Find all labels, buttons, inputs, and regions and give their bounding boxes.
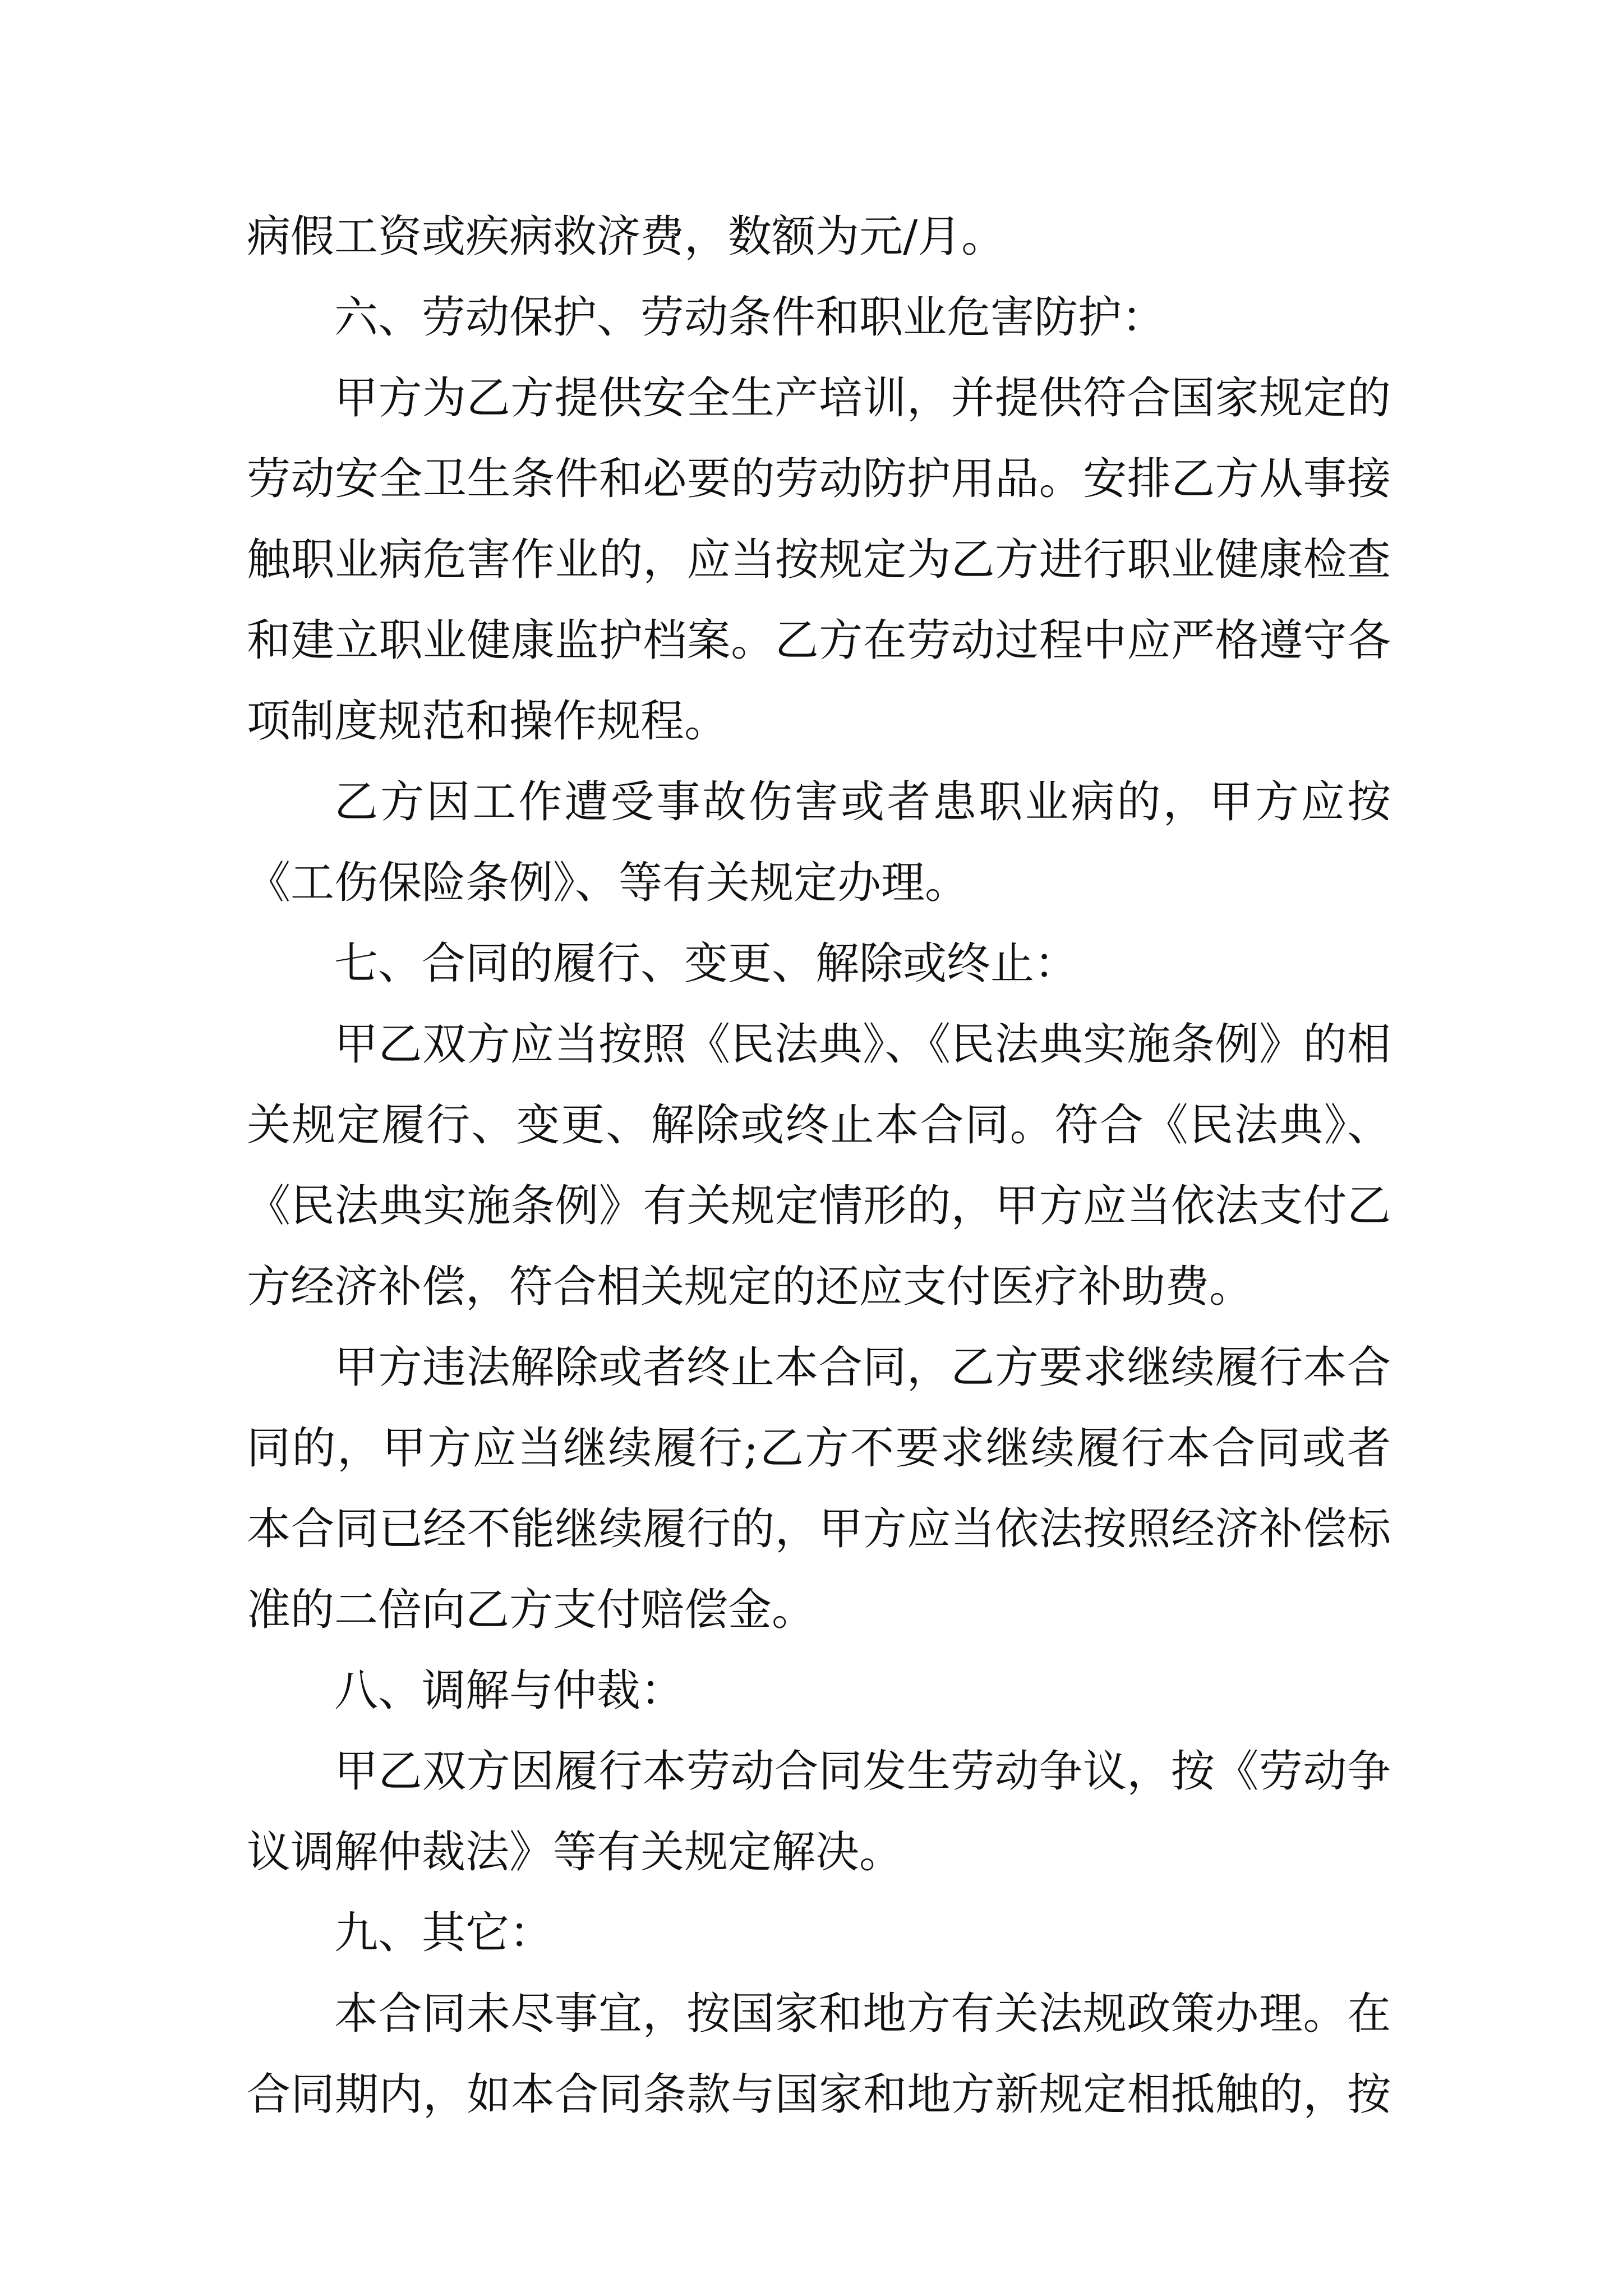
text-line: 关规定履行、变更、解除或终止本合同。符合《民法典》、: [247, 1100, 1391, 1151]
section-heading: 六、劳动保护、劳动条件和职业危害防护：: [334, 292, 1166, 343]
section-heading: 九、其它：: [334, 1908, 554, 1958]
text-line: 本合同已经不能继续履行的，甲方应当依法按照经济补偿标: [247, 1504, 1391, 1554]
text-line: 《民法典实施条例》有关规定情形的，甲方应当依法支付乙: [247, 1181, 1391, 1231]
text-line: 项制度规范和操作规程。: [247, 696, 728, 747]
text-line: 同的，甲方应当继续履行;乙方不要求继续履行本合同或者: [247, 1423, 1391, 1474]
text-line: 甲乙双方应当按照《民法典》、《民法典实施条例》的相: [334, 1019, 1391, 1070]
text-line: 本合同未尽事宜，按国家和地方有关法规政策办理。在: [334, 1989, 1391, 2039]
text-line: 方经济补偿，符合相关规定的还应支付医疗补助费。: [247, 1262, 1253, 1312]
text-line: 准的二倍向乙方支付赔偿金。: [247, 1585, 816, 1635]
text-line: 甲方为乙方提供安全生产培训，并提供符合国家规定的: [334, 373, 1391, 424]
text-line: 触职业病危害作业的，应当按规定为乙方进行职业健康检查: [247, 535, 1391, 585]
text-line: 《工伤保险条例》、等有关规定办理。: [247, 858, 969, 908]
text-line: 乙方因工作遭受事故伤害或者患职业病的，甲方应按: [334, 777, 1391, 827]
text-line: 病假工资或疾病救济费，数额为元/月。: [247, 211, 1006, 262]
text-line: 合同期内，如本合同条款与国家和地方新规定相抵触的，按: [247, 2069, 1391, 2120]
section-heading: 七、合同的履行、变更、解除或终止：: [334, 938, 1078, 989]
section-heading: 八、调解与仲裁：: [334, 1665, 685, 1716]
contract-text: [247, 196, 1391, 2135]
text-line: 甲方违法解除或者终止本合同，乙方要求继续履行本合: [334, 1342, 1391, 1393]
text-line: 和建立职业健康监护档案。乙方在劳动过程中应严格遵守各: [247, 615, 1391, 666]
text-line: 劳动安全卫生条件和必要的劳动防护用品。安排乙方从事接: [247, 454, 1391, 504]
text-line: 甲乙双方因履行本劳动合同发生劳动争议，按《劳动争: [334, 1746, 1391, 1797]
text-line: 议调解仲裁法》等有关规定解决。: [247, 1827, 903, 1878]
